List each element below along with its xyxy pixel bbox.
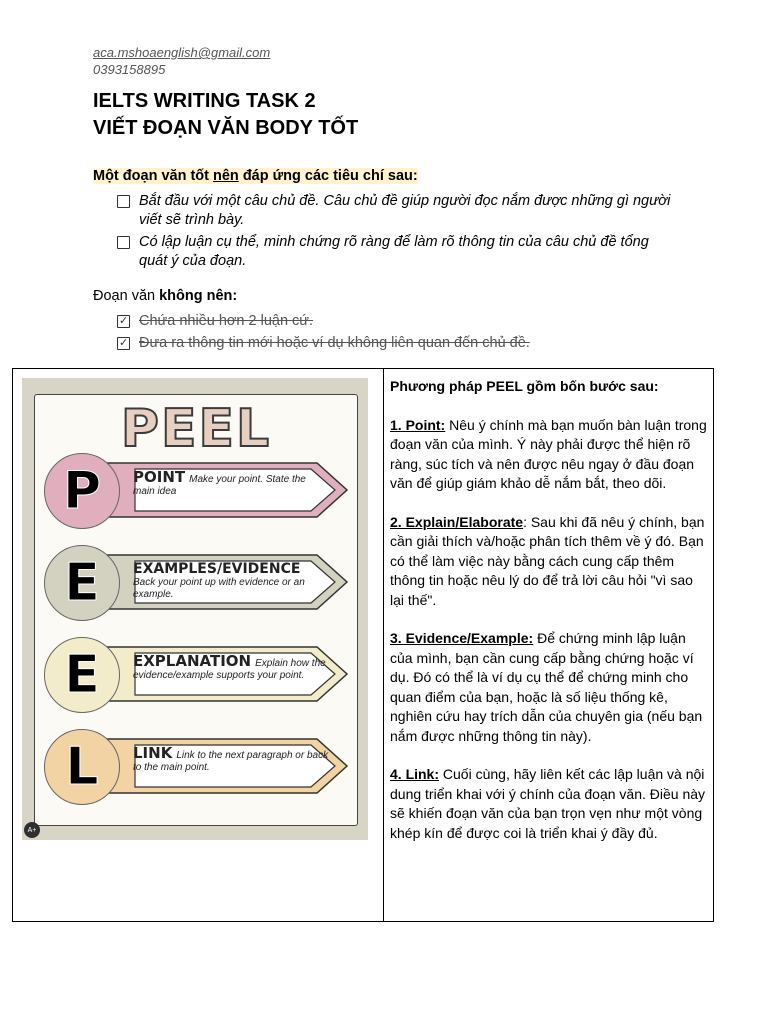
peel-step <box>390 629 708 746</box>
criteria-heading-part: Một đoạn văn tốt <box>93 168 214 184</box>
checkbox-icon[interactable] <box>117 195 130 208</box>
document-title <box>93 88 358 142</box>
poster-row-point <box>35 443 357 531</box>
checked-item <box>117 334 679 353</box>
email-address: aca.mshoaenglish@gmail.com <box>93 45 271 60</box>
poster-row-link <box>35 719 357 807</box>
step-body: : Sau khi đã nêu ý chính, bạn cần giải thích và/hoặc phân tích thêm về ý đó. Bạn có thể làm việc này bằng cách cung cấp thêm thông tin hoặc nêu lý do để trả lời câu hỏi "vì sao lại thế". <box>390 513 705 608</box>
step-heading: 3. Evidence/Example: <box>390 630 534 646</box>
checklist-item <box>117 233 679 271</box>
peel-lead: Phương pháp PEEL gồm bốn bước sau: <box>390 378 659 394</box>
step-body: Để chứng minh lập luận của mình, bạn cần cung cấp bằng chứng hoặc ví dụ. Đó có thể là ví dụ cụ thể để chứng minh cho quan điểm của bạn, hoặc là số liệu thống kê, nghiên cứu hay trích dẫn của chuyên gia (nếu bạn nắm được những thông tin này). <box>390 630 703 744</box>
row-text <box>133 744 329 774</box>
row-keyword: EXAMPLES/EVIDENCE <box>133 561 301 577</box>
phone-number: 0393158895 <box>93 62 166 77</box>
criteria-heading <box>93 168 418 184</box>
title-line-1: IELTS WRITING TASK 2 <box>93 90 316 112</box>
checked-item <box>117 312 679 331</box>
checklist-item-text: Bắt đầu với một câu chủ đề. Câu chủ đề giúp người đọc nắm được những gì người viết sẽ trình bày. <box>139 193 671 228</box>
letter-circle: E <box>44 545 120 621</box>
checked-item-text: Đưa ra thông tin mới hoặc ví dụ không liên quan đến chủ đề. <box>139 335 530 351</box>
checked-checkbox-icon[interactable] <box>117 315 130 328</box>
row-text <box>133 468 329 498</box>
row-description: Link to the next paragraph or back to the main point. <box>133 750 329 773</box>
criteria-list <box>117 192 693 271</box>
criteria-heading-emphasis: nên <box>213 168 239 184</box>
row-text <box>133 652 329 682</box>
table-divider <box>383 369 384 921</box>
row-description: Make your point. State the main idea <box>133 474 306 497</box>
checked-item-text: Chứa nhiều hơn 2 luận cứ. <box>139 313 314 329</box>
row-keyword: EXPLANATION <box>133 652 252 670</box>
should-not-label-emphasis: không nên: <box>159 288 238 304</box>
should-not-list <box>117 312 679 353</box>
poster-card <box>34 394 358 826</box>
criteria-heading-part: đáp ứng các tiêu chí sau: <box>238 168 418 184</box>
contact-info <box>93 44 270 78</box>
logo-icon: A+ <box>24 822 40 838</box>
peel-table <box>12 368 714 922</box>
peel-step <box>390 416 708 494</box>
step-body: Nêu ý chính mà bạn muốn bàn luận trong đoạn văn của mình. Ý này phải được thể hiện rõ ràng, súc tích và nên được nêu ngay ở đầu đoạn văn để giúp giám khảo dễ nắm bắt, theo dõi. <box>390 416 707 491</box>
step-heading: 4. Link: <box>390 766 440 782</box>
letter-circle: L <box>44 729 120 805</box>
poster-row-explanation <box>35 627 357 715</box>
should-not-label <box>93 288 679 304</box>
should-not-label-part: Đoạn văn <box>93 288 160 304</box>
row-keyword: POINT <box>133 468 186 486</box>
peel-explanation <box>390 377 708 862</box>
title-line-2: VIẾT ĐOẠN VĂN BODY TỐT <box>93 117 359 139</box>
row-text <box>133 563 329 601</box>
letter-circle: E <box>44 637 120 713</box>
criteria-section <box>93 168 693 274</box>
checkbox-icon[interactable] <box>117 236 130 249</box>
poster-title: PEEL <box>120 399 272 459</box>
should-not-section <box>93 288 679 356</box>
poster-row-examples <box>35 535 357 623</box>
row-description: Explain how the evidence/example supports your point. <box>133 658 326 681</box>
step-heading: 2. Explain/Elaborate <box>390 513 524 530</box>
step-heading: 1. Point: <box>390 416 446 433</box>
checked-checkbox-icon[interactable] <box>117 337 130 350</box>
peel-step <box>390 765 708 843</box>
peel-poster <box>22 378 368 840</box>
peel-step <box>390 513 708 611</box>
row-description: Back your point up with evidence or an example. <box>133 577 305 600</box>
step-body: Cuối cùng, hãy liên kết các lập luận và nội dung triển khai với ý chính của đoạn văn. Điều này sẽ khiến đoạn văn của bạn trọn vẹn như một vòng khép kín để được coi là triển khai ý đầy đủ. <box>390 766 706 841</box>
letter-circle: P <box>44 453 120 529</box>
row-keyword: LINK <box>133 744 173 762</box>
checklist-item <box>117 192 679 230</box>
checklist-item-text: Có lập luận cụ thể, minh chứng rõ ràng để làm rõ thông tin của câu chủ đề tổng quát ý của đoạn. <box>139 234 649 269</box>
